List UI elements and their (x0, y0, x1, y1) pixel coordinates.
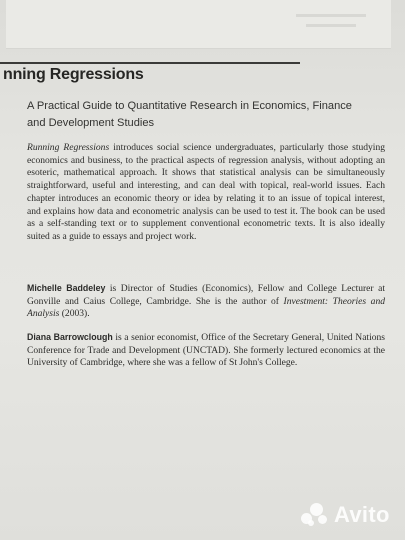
author-bio-1-book: Investment: Theories and Analysis (27, 295, 385, 320)
author-bio-2-text: is a senior economist, Office of the Secretary General, United Nations Conference for Trade and Development (UNCTAD). She formerly lectured economics at the University of Cambridge, where she was a fellow of St John's College. (27, 332, 385, 369)
subtitle-line-2: and Development Studies (27, 117, 155, 129)
author-bio-1 (27, 282, 385, 321)
author-name-1: Michelle Baddeley (27, 283, 106, 293)
avito-dots-icon (300, 500, 330, 530)
blurb-text: introduces social science undergraduates, particularly those studying economics and business, to the practical aspects of regression analysis, without adopting an esoteric, mathematical approach. It shows that statistical analysis can be simultaneously straightforward, useful and interesting, and can deal with topical, real-world issues. Each chapter introduces an economic theory or idea by relating it to an issue of topical interest, and explains how data and econometric analysis can be used to test it. The book can be used as a self-standing text or to supplement conventional econometric texts. It is also ideally suited as a guide to essays and project work. (27, 142, 386, 242)
author-bio-1-tail: (2003). (59, 308, 90, 320)
book-subtitle (27, 98, 357, 132)
avito-watermark-text: Avito (334, 502, 390, 527)
author-bio-1-text: is Director of Studies (Economics), Fellow and College Lecturer at Gonville and Caius College, Cambridge. She is the author of (27, 283, 385, 307)
subtitle-line-1: A Practical Guide to Quantitative Research in Economics, Finance (27, 100, 352, 112)
blurb-book-title: Running Regressions (27, 142, 110, 153)
show-through-page (6, 0, 391, 49)
avito-watermark (300, 500, 390, 530)
book-title: nning Regressions (3, 66, 144, 83)
author-bio-2 (27, 331, 385, 370)
author-name-2: Diana Barrowclough (27, 332, 113, 342)
blurb-paragraph (27, 142, 385, 244)
title-rule (0, 62, 300, 64)
